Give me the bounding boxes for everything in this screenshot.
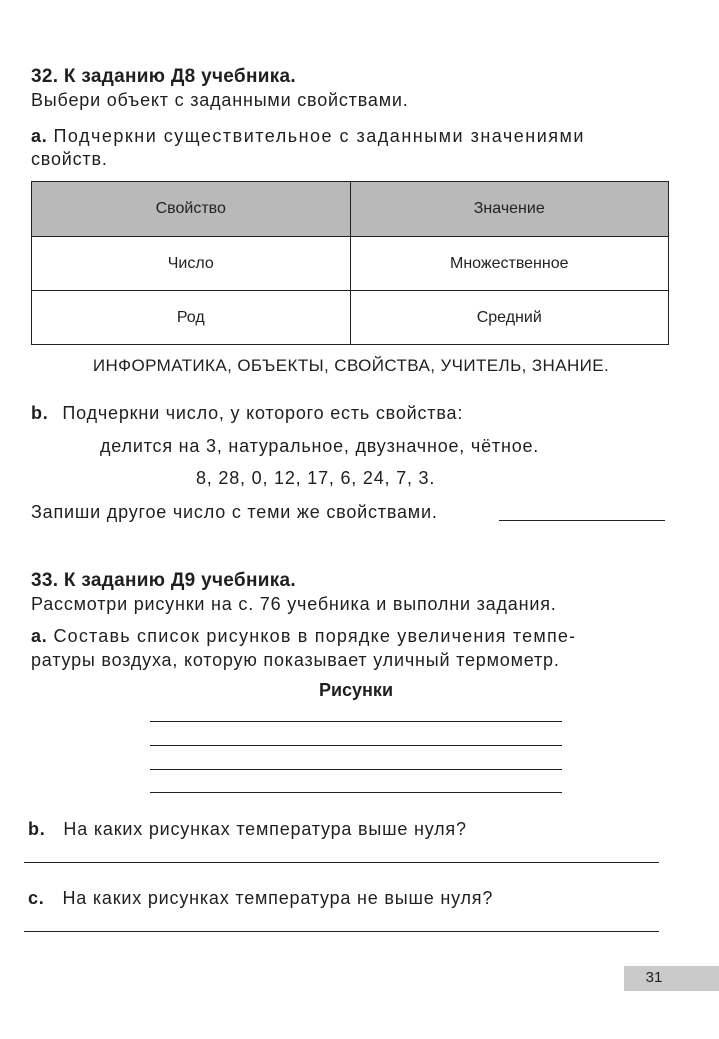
table-row <box>32 291 669 345</box>
part-a-label: a. <box>31 626 48 646</box>
part-a-label: a. <box>31 126 48 146</box>
part-b-text: Подчеркни число, у которого есть свойства: <box>62 403 464 423</box>
table-header-property: Свойство <box>32 182 351 237</box>
answer-line-above-zero[interactable] <box>24 862 659 863</box>
part-c-label: c. <box>28 888 45 908</box>
table-cell: Род <box>32 291 351 345</box>
answer-line-not-above-zero[interactable] <box>24 931 659 932</box>
part-b-text: На каких рисунках температура выше нуля? <box>63 819 467 839</box>
task-33-title: 33. К заданию Д9 учебника. <box>31 570 296 591</box>
pictures-list-title: Рисунки <box>318 680 394 700</box>
task-33-part-b <box>28 819 467 840</box>
properties-table <box>31 181 669 345</box>
part-a-text: Подчеркни существительное с заданными значениями <box>53 126 585 146</box>
answer-line-picture-3[interactable] <box>150 769 562 770</box>
task-33-intro: Рассмотри рисунки на с. 76 учебника и выполни задания. <box>31 594 557 614</box>
answer-line-number[interactable] <box>499 520 665 521</box>
answer-line-picture-4[interactable] <box>150 792 562 793</box>
task-32-title: 32. К заданию Д8 учебника. <box>31 66 296 87</box>
table-header-row <box>32 182 669 237</box>
page-number: 31 <box>645 969 663 986</box>
noun-options: ИНФОРМАТИКА, ОБЪЕКТЫ, СВОЙСТВА, УЧИТЕЛЬ, ЗНАНИЕ. <box>92 356 610 375</box>
part-a-text-continued: ратуры воздуха, которую показывает уличный термометр. <box>31 650 560 670</box>
table-cell: Множественное <box>350 237 669 291</box>
table-header-value: Значение <box>350 182 669 237</box>
task-32-intro: Выбери объект с заданными свойствами. <box>31 90 409 110</box>
table-cell: Число <box>32 237 351 291</box>
answer-line-picture-2[interactable] <box>150 745 562 746</box>
task-32-part-a <box>31 126 671 147</box>
number-properties: делится на 3, натуральное, двузначное, чётное. <box>100 436 540 456</box>
task-33-part-c <box>28 888 493 909</box>
task-32-part-b <box>31 403 463 424</box>
number-options: 8, 28, 0, 12, 17, 6, 24, 7, 3. <box>196 468 436 488</box>
table-cell: Средний <box>350 291 669 345</box>
table-row <box>32 237 669 291</box>
part-b-label: b. <box>31 403 49 423</box>
write-number-prompt: Запиши другое число с теми же свойствами. <box>31 502 438 522</box>
part-a-text: Составь список рисунков в порядке увеличения темпе- <box>53 626 577 646</box>
answer-line-picture-1[interactable] <box>150 721 562 722</box>
page-number-tab <box>624 966 719 991</box>
part-a-text-continued: свойств. <box>31 149 108 169</box>
part-c-text: На каких рисунках температура не выше нуля? <box>62 888 494 908</box>
part-b-label: b. <box>28 819 46 839</box>
task-33-part-a <box>31 626 671 647</box>
